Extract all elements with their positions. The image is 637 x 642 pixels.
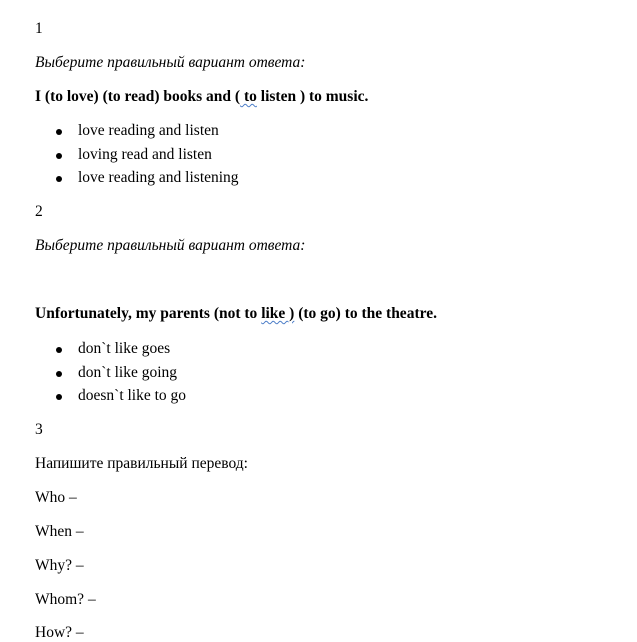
bullet-icon (56, 347, 62, 353)
translation-item: Who – (35, 489, 77, 506)
prompt-text: listen ) to music. (256, 88, 369, 105)
spellcheck-flag: to (240, 88, 257, 105)
translation-item: Why? – (35, 557, 84, 574)
option-text: loving read and listen (78, 146, 212, 163)
question-instruction: Выберите правильный вариант ответа: (35, 54, 306, 71)
prompt-text: I (to love) (to read) books and ( (35, 88, 241, 105)
spellcheck-flag: like ) (261, 305, 295, 322)
option-text: don`t like going (78, 364, 178, 381)
prompt-text: (to go) to the theatre. (294, 305, 437, 322)
option-text: love reading and listening (78, 169, 239, 186)
prompt-text: Unfortunately, my parents (not to (35, 305, 262, 322)
translation-item: How? – (35, 624, 84, 641)
question-number: 2 (35, 203, 43, 220)
bullet-icon (56, 394, 62, 400)
translation-item: When – (35, 523, 84, 540)
question-instruction: Выберите правильный вариант ответа: (35, 237, 306, 254)
bullet-icon (56, 129, 62, 135)
question-prompt (35, 305, 437, 323)
bullet-icon (56, 371, 62, 377)
option-text: don`t like goes (78, 340, 171, 357)
question-number: 1 (35, 20, 43, 37)
bullet-icon (56, 153, 62, 159)
option-text: doesn`t like to go (78, 387, 187, 404)
translation-item: Whom? – (35, 591, 96, 608)
question-number: 3 (35, 421, 43, 438)
option-text: love reading and listen (78, 122, 219, 139)
bullet-icon (56, 176, 62, 182)
question-prompt (35, 88, 368, 106)
question-instruction: Напишите правильный перевод: (35, 455, 248, 472)
